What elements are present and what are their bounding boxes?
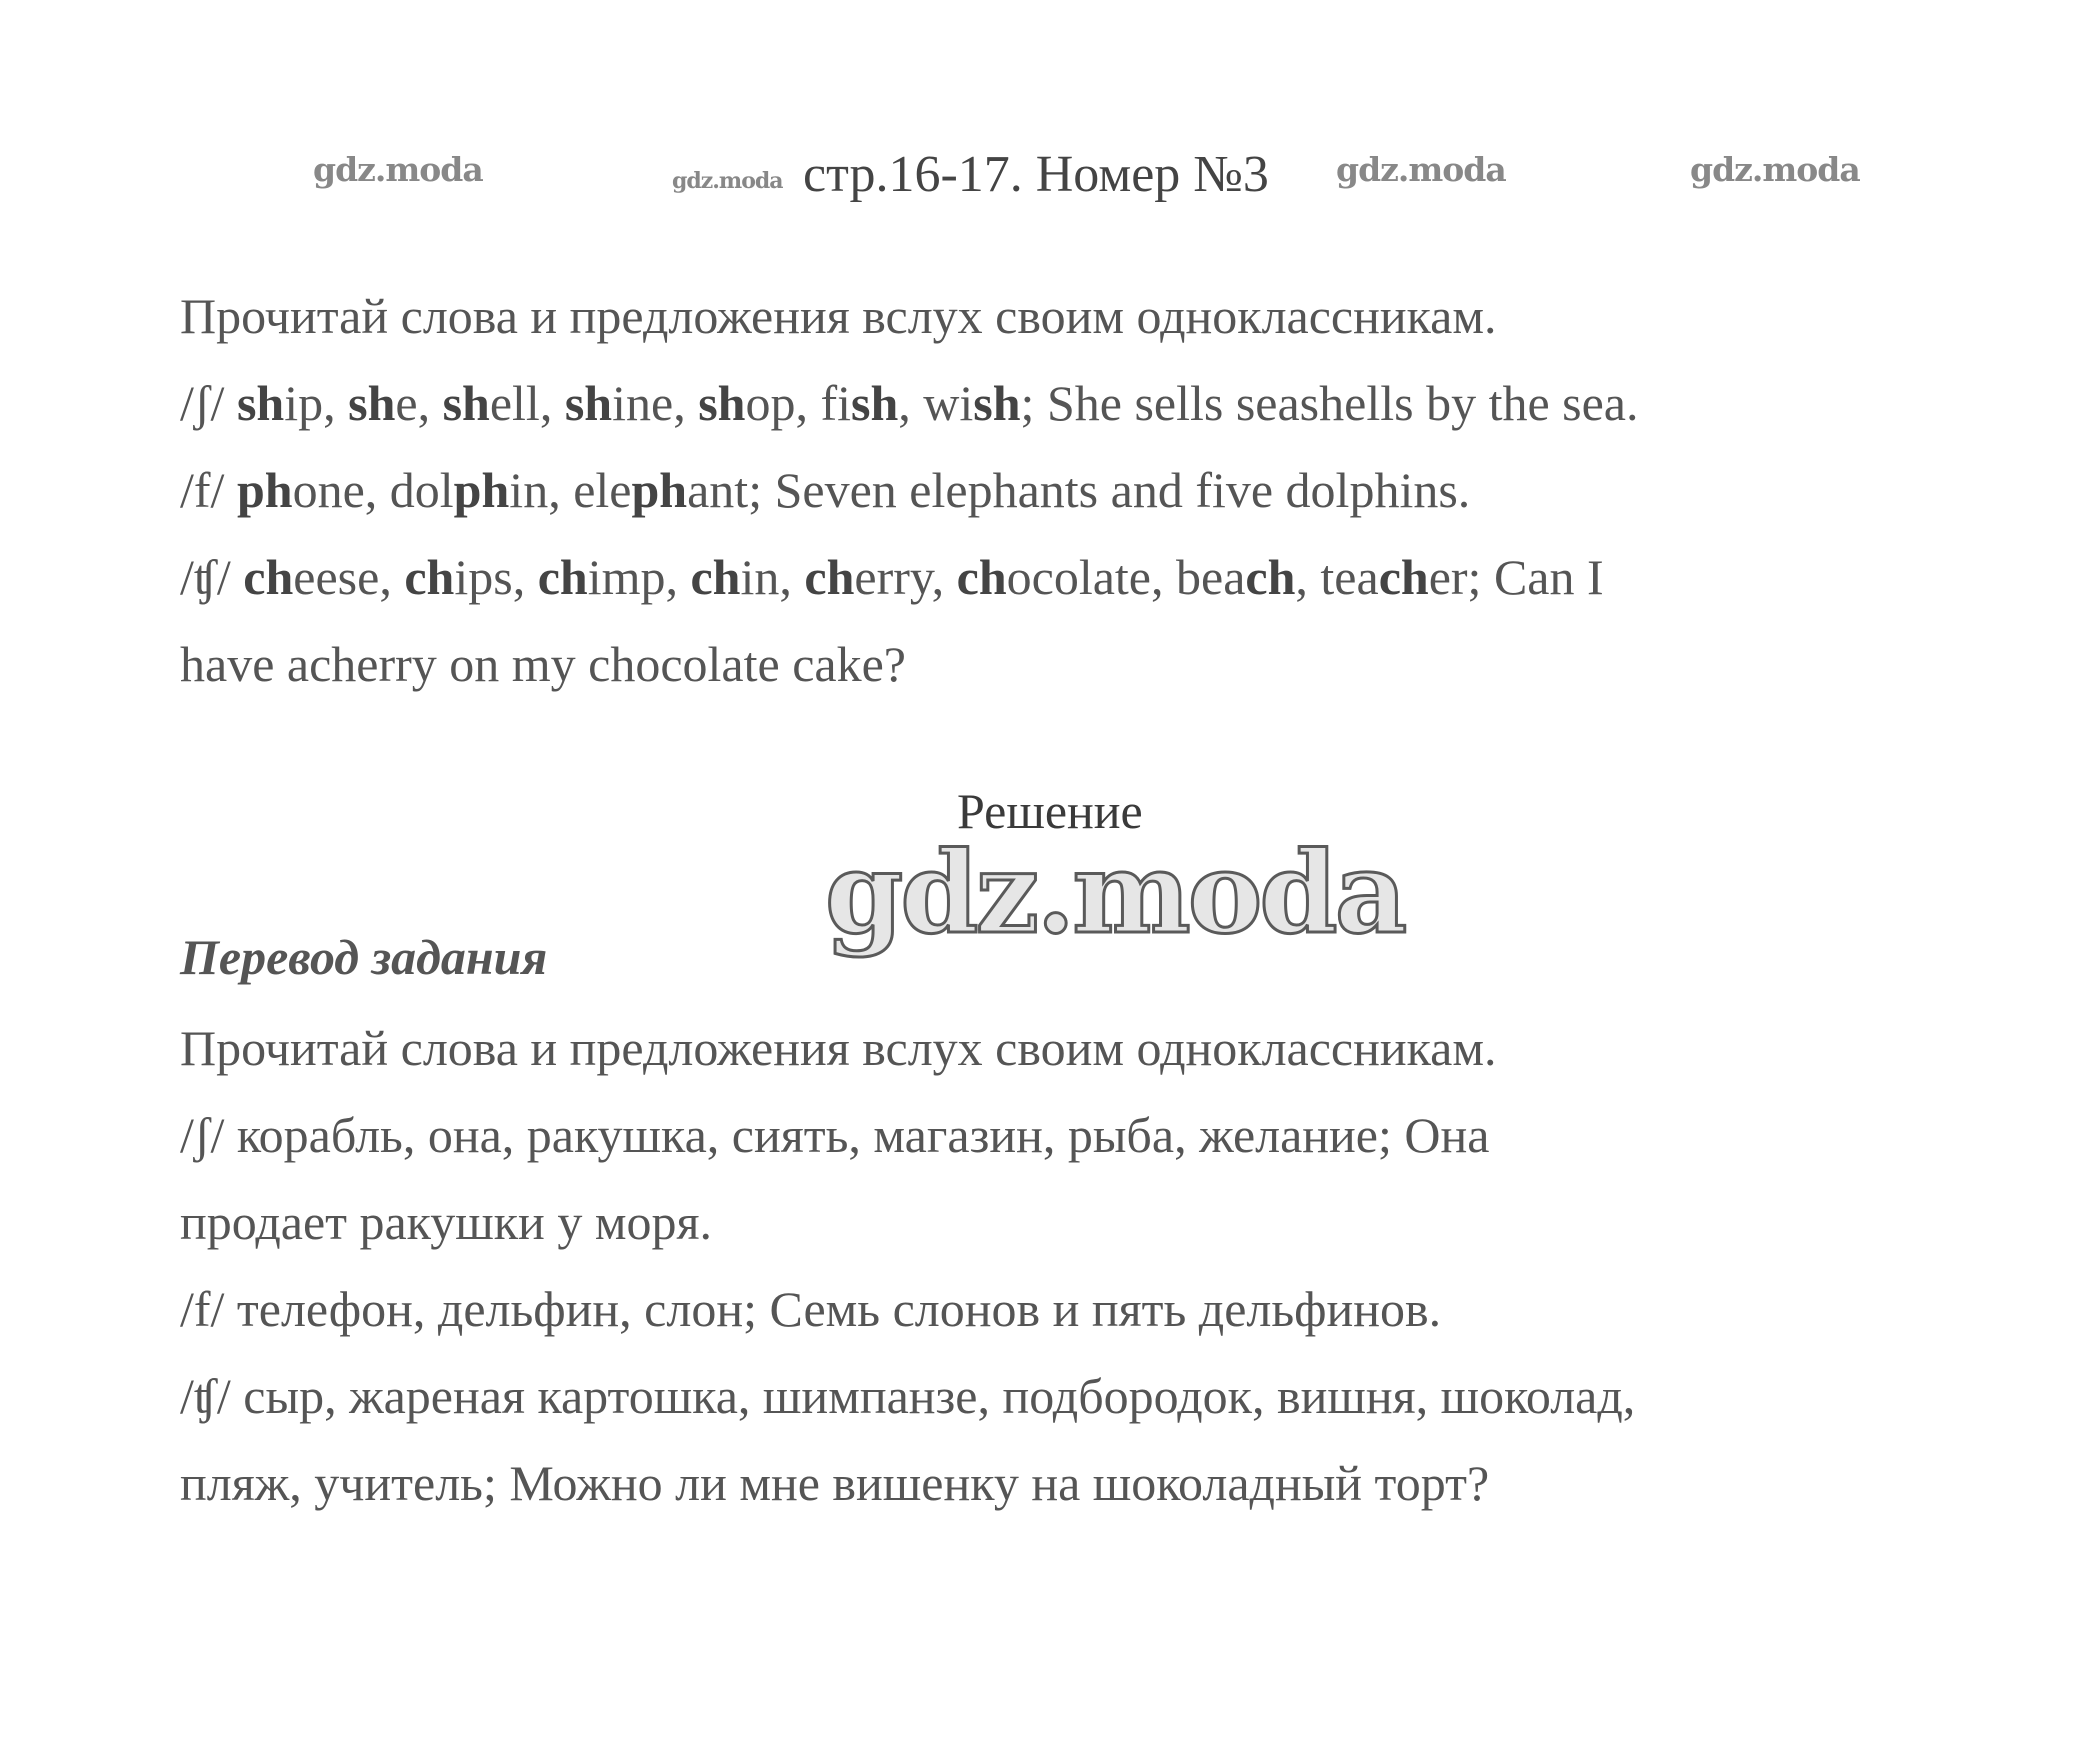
watermark: gdz.moda <box>313 150 483 189</box>
watermark-large: gdz.moda <box>825 828 1405 959</box>
translation-line: продает ракушки у моря. <box>180 1194 712 1250</box>
task-block <box>180 273 1960 708</box>
translation-line: пляж, учитель; Можно ли мне вишенку на шоколадный торт? <box>180 1455 1490 1511</box>
task-instruction: Прочитай слова и предложения вслух своим одноклассникам. <box>180 288 1497 344</box>
phoneme-line-ch: /ʧ/ cheese, chips, chimp, chin, cherry, chocolate, beach, teacher; Can I <box>180 549 1604 605</box>
page-title-text: стр.16-17. Номер №3 <box>803 146 1269 203</box>
page-title <box>803 145 1269 204</box>
watermark: gdz.moda <box>672 168 783 194</box>
translation-line: /ʃ/ корабль, она, ракушка, сиять, магазин, рыба, желание; Она <box>180 1107 1490 1163</box>
phoneme-line-f: /f/ phone, dolphin, elephant; Seven elephants and five dolphins. <box>180 462 1471 518</box>
phoneme-line-ch-cont: have acherry on my chocolate cake? <box>180 636 906 692</box>
translation-line: Прочитай слова и предложения вслух своим одноклассникам. <box>180 1020 1497 1076</box>
translation-line: /ʧ/ сыр, жареная картошка, шимпанзе, подбородок, вишня, шоколад, <box>180 1368 1636 1424</box>
watermark: gdz.moda <box>1336 150 1506 189</box>
solution-heading: Решение <box>957 783 1143 839</box>
translation-heading: Перевод задания <box>180 929 548 985</box>
translation-block <box>180 1005 1960 1527</box>
phoneme-line-sh: /ʃ/ ship, she, shell, shine, shop, fish, wish; She sells seashells by the sea. <box>180 375 1639 431</box>
watermark: gdz.moda <box>1690 150 1860 189</box>
translation-line: /f/ телефон, дельфин, слон; Семь слонов и пять дельфинов. <box>180 1281 1442 1337</box>
